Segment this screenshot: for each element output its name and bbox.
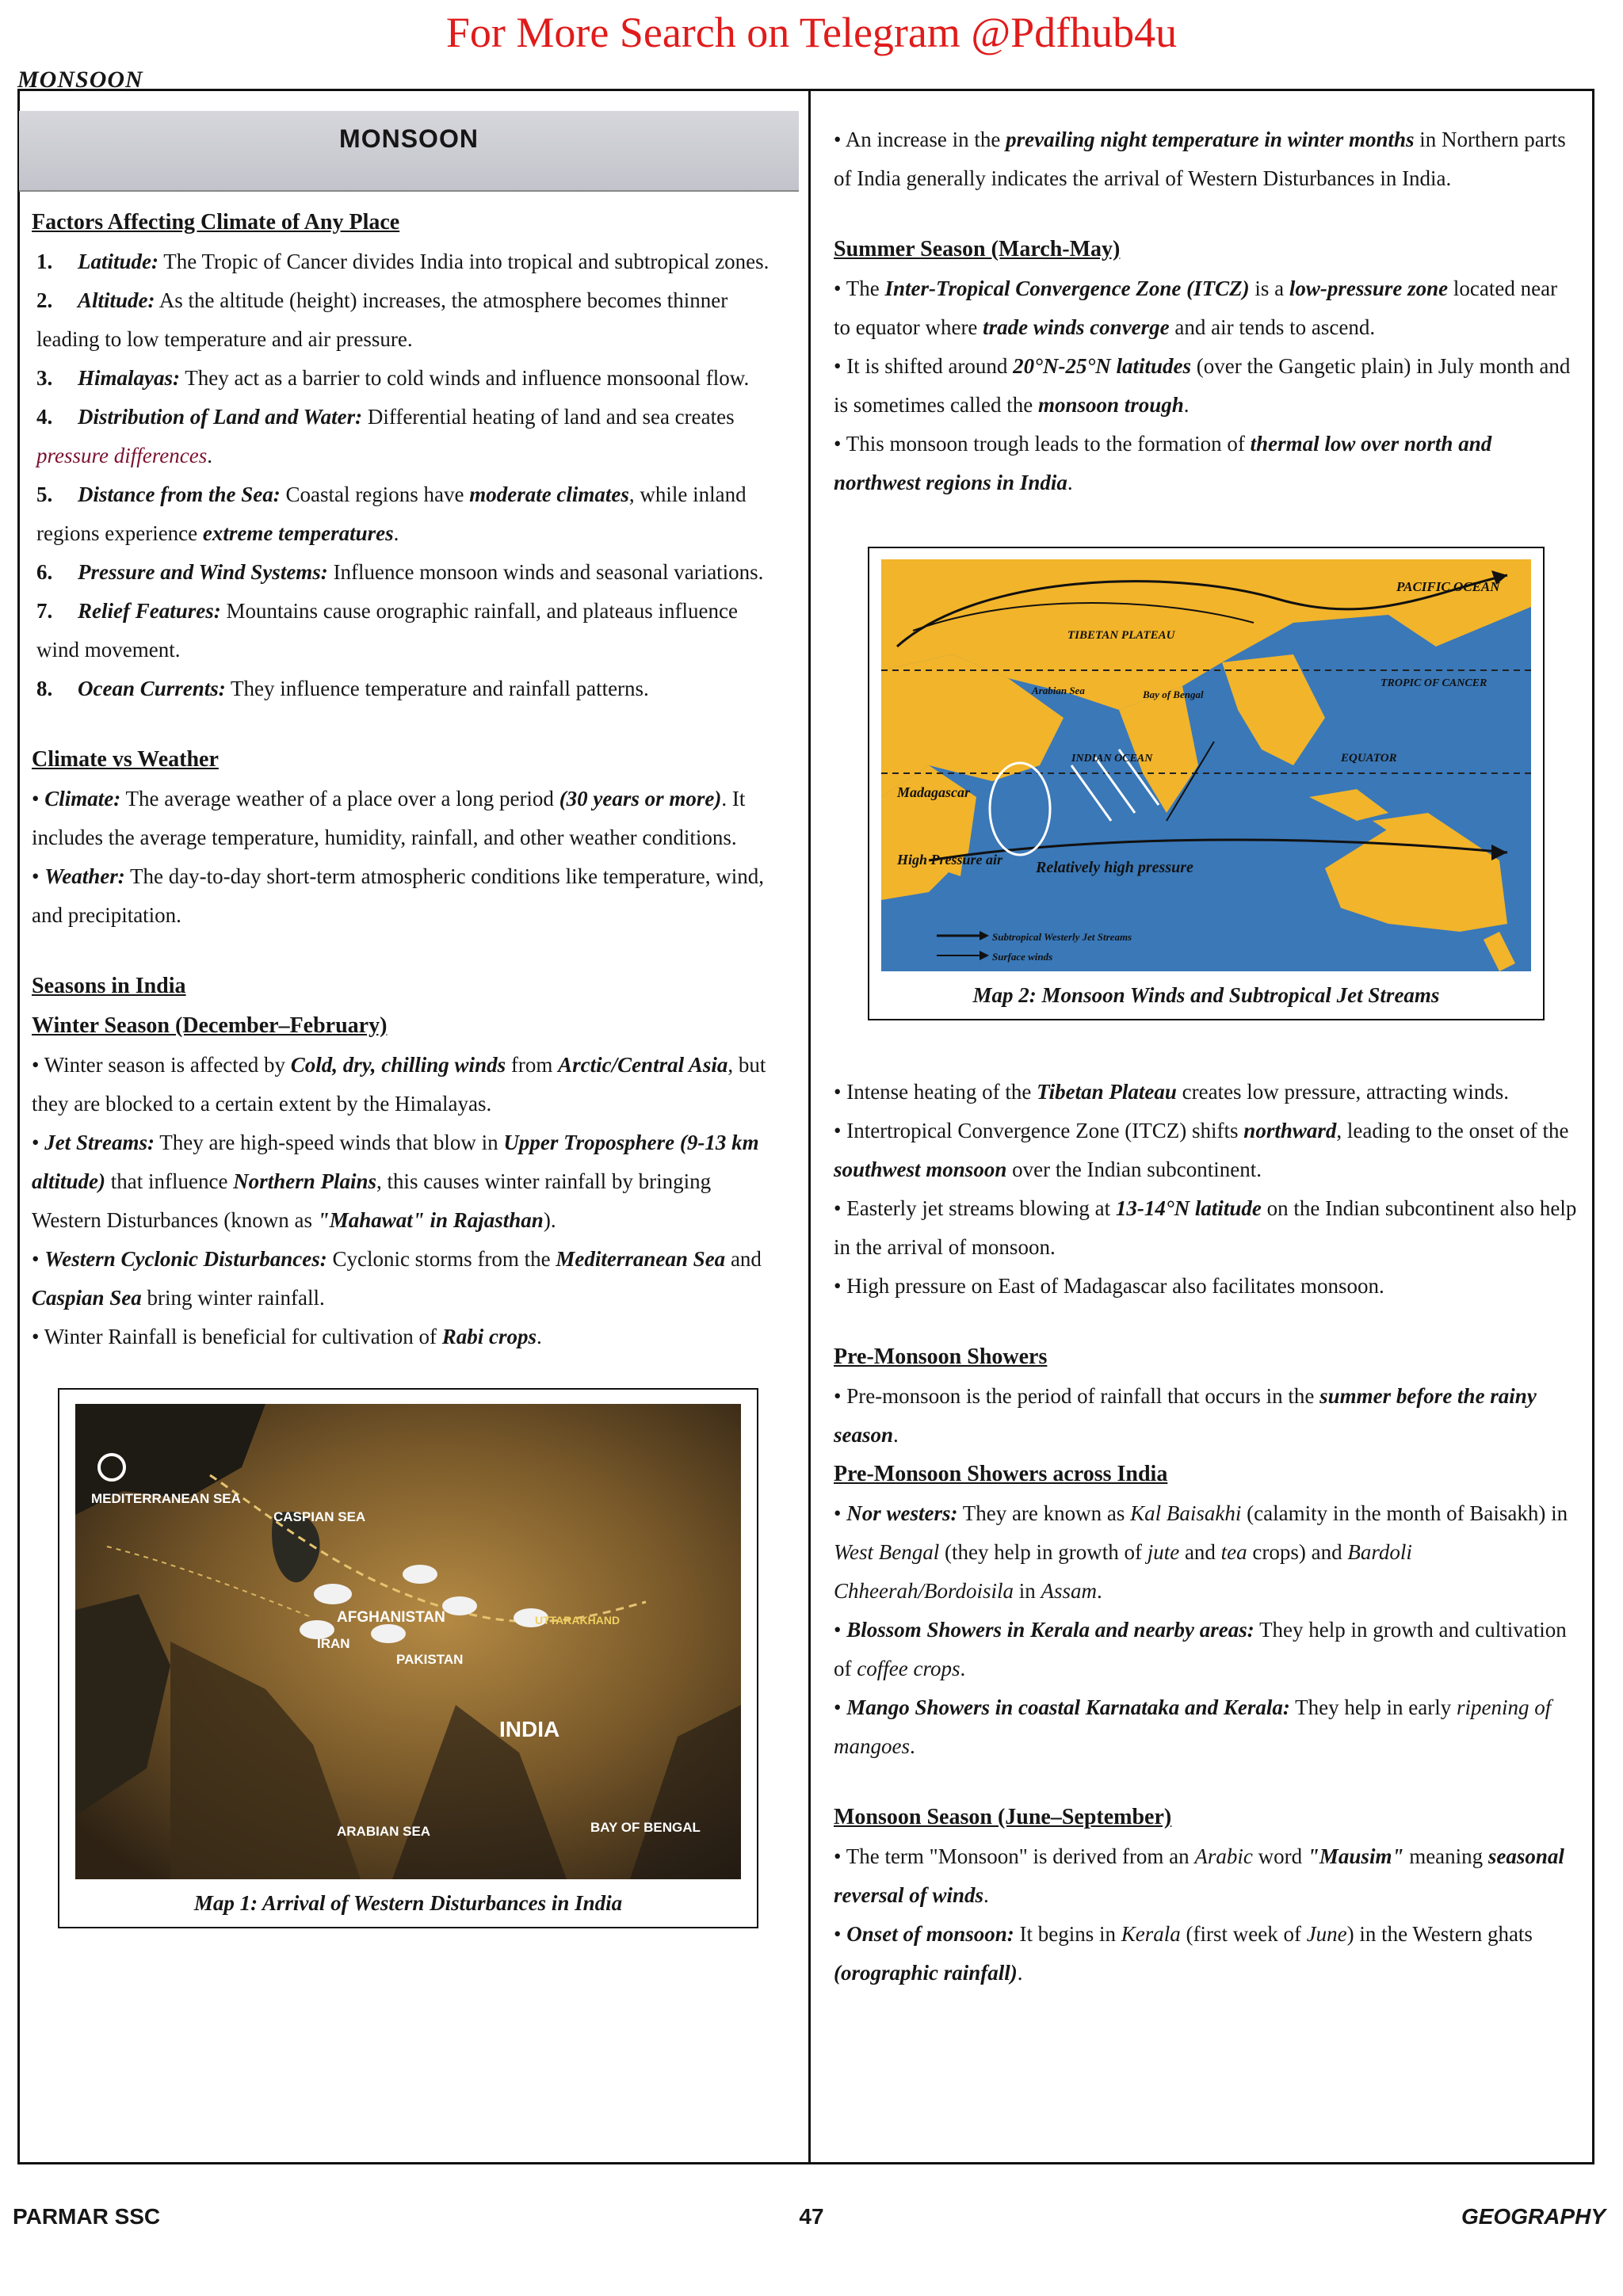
monsoon-term-bullet: • The term "Monsoon" is derived from an Arabic word "Mausim" meaning seasonal reversal of winds. (834, 1844, 1564, 1907)
footer-publisher: PARMAR SSC (13, 2204, 161, 2229)
telegram-banner: For More Search on Telegram @Pdfhub4u (445, 9, 1178, 56)
legend-label: Subtropical Westerly Jet Streams (992, 931, 1132, 943)
summer-heading: Summer Season (March-May) (834, 237, 1121, 261)
onset-bullet: • Onset of monsoon: It begins in Kerala (first week of June) in the Western ghats (orographic rainfall). (834, 1922, 1533, 1985)
winter-bullet: • Winter season is affected by Cold, dry, chilling winds from Arctic/Central Asia, but they are blocked to a certain extent by the Himalayas. (32, 1053, 766, 1116)
pre-monsoon-heading: Pre-Monsoon Showers (834, 1344, 1048, 1369)
map-1-image (75, 1404, 741, 1879)
legend-label: Surface winds (992, 951, 1053, 963)
pre-monsoon-india-heading: Pre-Monsoon Showers across India (834, 1462, 1168, 1486)
map-label: Bay of Bengal (1143, 688, 1204, 700)
map-label: Relatively high pressure (1036, 859, 1193, 876)
latitude-shift-bullet: • It is shifted around 20°N-25°N latitudes (over the Gangetic plain) in July month and is sometimes called the monsoon trough. (834, 354, 1571, 417)
map-label: EQUATOR (1341, 752, 1397, 765)
weather-bullet: • Weather: The day-to-day short-term atmospheric conditions like temperature, wind, and precipitation. (32, 864, 764, 927)
map-label: TIBETAN PLATEAU (1067, 629, 1175, 642)
intro-bullet: • An increase in the prevailing night temperature in winter months in Northern parts of India generally indicates the arrival of Western Disturbances in India. (834, 128, 1566, 190)
factors-heading: Factors Affecting Climate of Any Place (32, 210, 400, 235)
itcz-shift-bullet: • Intertropical Convergence Zone (ITCZ) shifts northward, leading to the onset of the southwest monsoon over the Indian subcontinent. (834, 1119, 1569, 1181)
nor-westers-bullet: • Nor westers: They are known as Kal Baisakhi (calamity in the month of Baisakh) in West Bengal (they help in growth of jute and tea crops) and Bardoli Chheerah/Bordoisila in Assam. (834, 1501, 1568, 1603)
map-label: Arabian Sea (1032, 685, 1085, 696)
pre-monsoon-bullet: • Pre-monsoon is the period of rainfall that occurs in the summer before the rainy season. (834, 1384, 1537, 1447)
map-label: INDIA (499, 1717, 560, 1741)
map-label: CASPIAN SEA (273, 1509, 366, 1524)
list-item: 8. Ocean Currents: They influence temperature and rainfall patterns. (36, 677, 649, 700)
running-head: MONSOON (17, 67, 143, 93)
page-title: MONSOON (19, 111, 799, 192)
rabi-bullet: • Winter Rainfall is beneficial for cultivation of Rabi crops. (32, 1325, 542, 1348)
list-item: 6. Pressure and Wind Systems: Influence monsoon winds and seasonal variations. (36, 560, 764, 584)
itcz-bullet: • The Inter-Tropical Convergence Zone (ITCZ) is a low-pressure zone located near to equator where trade winds converge and air tends to ascend. (834, 277, 1558, 339)
footer-subject: GEOGRAPHY (1461, 2204, 1606, 2229)
seasons-heading: Seasons in India (32, 974, 186, 998)
map-2-image (881, 559, 1531, 971)
western-disturbances-bullet: • Western Cyclonic Disturbances: Cyclonic storms from the Mediterranean Sea and Caspian Sea bring winter rainfall. (32, 1247, 762, 1310)
map-label: PAKISTAN (396, 1652, 464, 1667)
list-item: 3. Himalayas: They act as a barrier to cold winds and influence monsoonal flow. (36, 366, 750, 390)
map-label: AFGHANISTAN (337, 1609, 445, 1626)
map-2-caption: Map 2: Monsoon Winds and Subtropical Jet Streams (972, 983, 1440, 1007)
list-item: 1. Latitude: The Tropic of Cancer divides India into tropical and subtropical zones. (36, 250, 769, 273)
mango-bullet: • Mango Showers in coastal Karnataka and Kerala: They help in early ripening of mangoes. (834, 1695, 1552, 1758)
tibetan-bullet: • Intense heating of the Tibetan Plateau creates low pressure, attracting winds. (834, 1080, 1509, 1104)
map-label: High Pressure air (897, 852, 1003, 868)
map-label: BAY OF BENGAL (590, 1820, 701, 1835)
column-divider (808, 89, 811, 2164)
map-label: IRAN (317, 1636, 350, 1651)
blossom-bullet: • Blossom Showers in Kerala and nearby areas: They help in growth and cultivation of coffee crops. (834, 1618, 1567, 1680)
map-2-figure (868, 547, 1545, 1020)
right-column (834, 103, 1579, 1993)
map-1-figure (58, 1388, 758, 1928)
list-item: 2. Altitude: As the altitude (height) increases, the atmosphere becomes thinner leading to low temperature and air pressure. (36, 288, 728, 351)
madagascar-bullet: • High pressure on East of Madagascar also facilitates monsoon. (834, 1274, 1384, 1298)
map-label: INDIAN OCEAN (1071, 753, 1153, 765)
winter-heading: Winter Season (December–February) (32, 1013, 388, 1038)
page-number: 47 (799, 2204, 824, 2229)
list-item: 7. Relief Features: Mountains cause orographic rainfall, and plateaus influence wind movement. (36, 599, 738, 662)
list-item: 5. Distance from the Sea: Coastal regions have moderate climates, while inland regions experience extreme temperatures. (36, 482, 747, 545)
map-label: ARABIAN SEA (337, 1824, 431, 1839)
climate-bullet: • Climate: The average weather of a place over a long period (30 years or more). It includes the average temperature, humidity, rainfall, and other weather conditions. (32, 787, 746, 849)
list-item: 4. Distribution of Land and Water: Differential heating of land and sea creates pressure differences. (36, 405, 735, 467)
climate-weather-heading: Climate vs Weather (32, 747, 219, 772)
trough-bullet: • This monsoon trough leads to the formation of thermal low over north and northwest regions in India. (834, 432, 1492, 494)
map-label: UTTARAKHAND (535, 1614, 621, 1627)
left-column (32, 103, 785, 1928)
easterly-jet-bullet: • Easterly jet streams blowing at 13-14°N latitude on the Indian subcontinent also help in the arrival of monsoon. (834, 1196, 1577, 1259)
map-label: Madagascar (897, 784, 971, 800)
jet-streams-bullet: • Jet Streams: They are high-speed winds that blow in Upper Troposphere (9-13 km altitude) that influence Northern Plains, this causes winter rainfall by bringing Western Disturbances (known as "Mahawat" in Rajasthan). (32, 1131, 759, 1232)
map-label: TROPIC OF CANCER (1381, 677, 1487, 689)
map-label: PACIFIC OCEAN (1396, 579, 1500, 594)
map-label: MEDITERRANEAN SEA (91, 1491, 241, 1506)
factors-list (32, 242, 785, 708)
map-1-caption: Map 1: Arrival of Western Disturbances in India (193, 1891, 623, 1915)
monsoon-season-heading: Monsoon Season (June–September) (834, 1805, 1172, 1829)
